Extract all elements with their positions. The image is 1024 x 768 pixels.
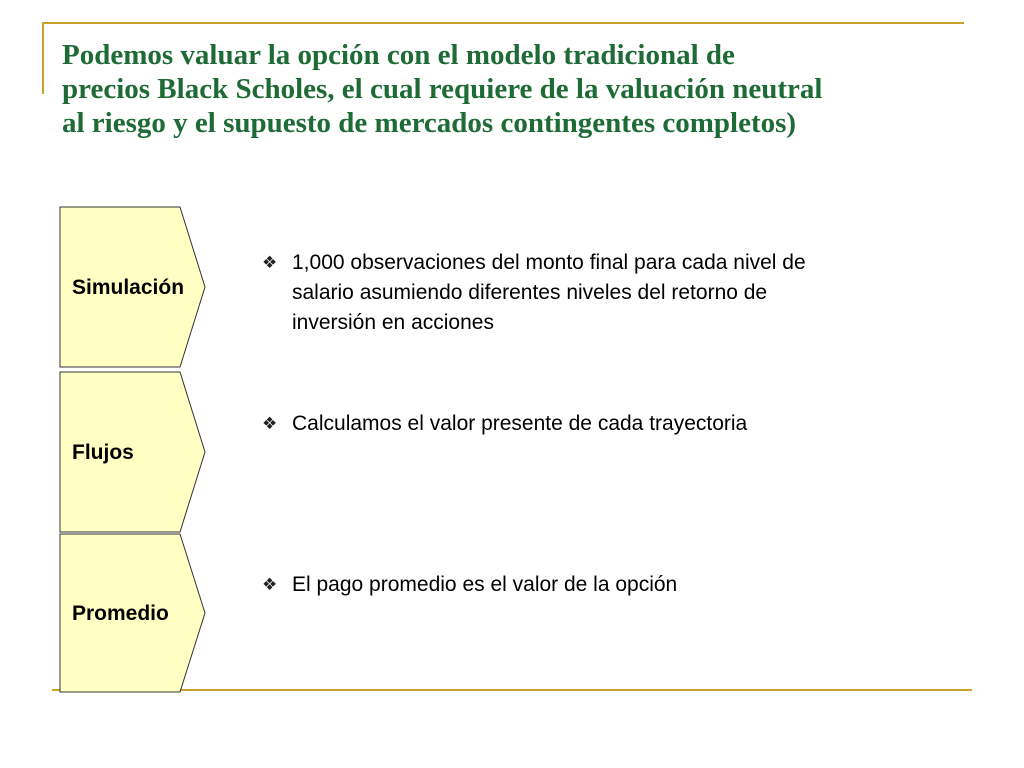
bullet-line: El pago promedio es el valor de la opción [292, 573, 678, 596]
diamond-bullet-icon: ❖ [262, 253, 278, 272]
diamond-bullet-icon: ❖ [262, 414, 278, 433]
bullet-line: Calculamos el valor presente de cada trayectoria [292, 412, 748, 435]
bullet-text [292, 570, 677, 600]
bullet-text [292, 248, 806, 338]
bullet-line: salario asumiendo diferentes niveles del retorno de [292, 281, 768, 304]
bullet-text [292, 409, 747, 439]
bullet-line: inversión en acciones [292, 311, 494, 334]
diamond-bullet-icon: ❖ [262, 575, 278, 594]
title-line: Podemos valuar la opción con el modelo tradicional de [62, 39, 735, 71]
title-line: al riesgo y el supuesto de mercados contingentes completos) [62, 107, 797, 139]
step-label-promedio: Promedio [72, 602, 169, 625]
step-label-flujos: Flujos [72, 441, 134, 464]
bullet-line: 1,000 observaciones del monto final para cada nivel de [292, 251, 806, 274]
step-label-simulacion: Simulación [72, 276, 185, 299]
title-line: precios Black Scholes, el cual requiere de la valuación neutral [62, 73, 823, 105]
